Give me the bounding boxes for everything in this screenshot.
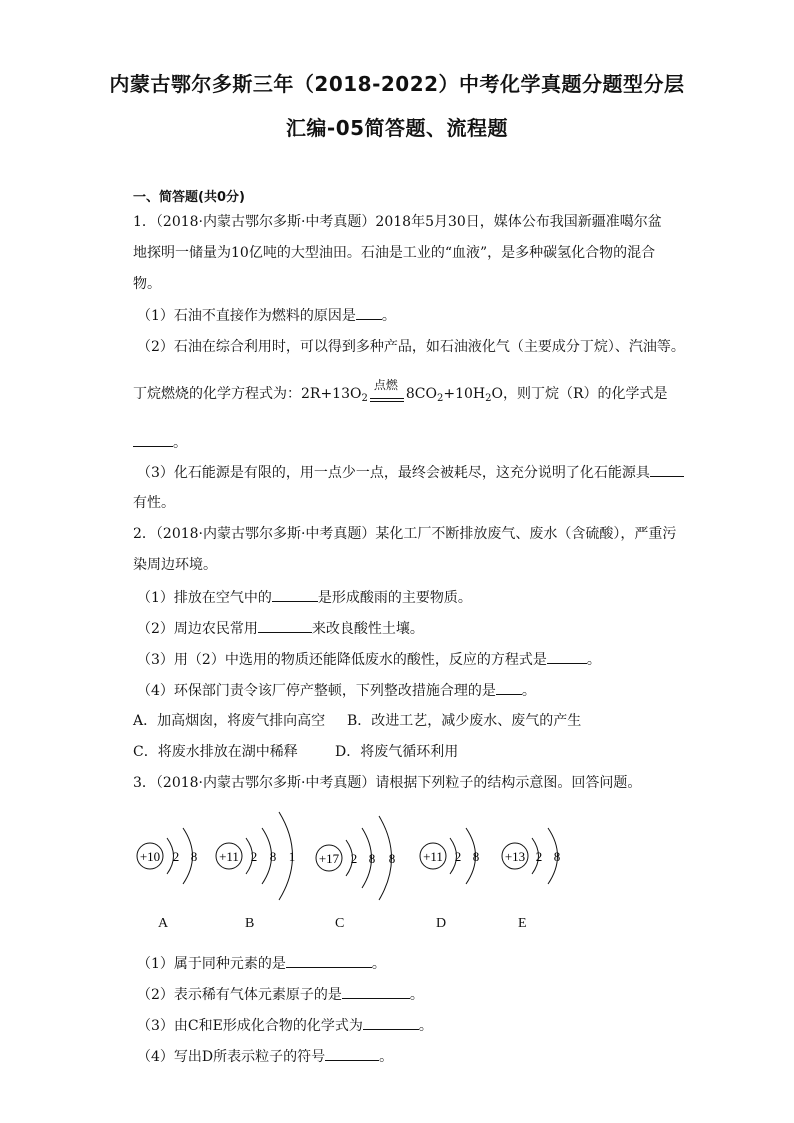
q2-part4: [137, 680, 536, 701]
answer-blank[interactable]: [272, 587, 318, 602]
atom-diagram-c: [316, 816, 395, 900]
q1-stem-line1: 1．（2018·内蒙古鄂尔多斯·中考真题）2018年5月30日，媒体公布我国新疆准噶尔盆: [133, 214, 662, 230]
q2-part2-tail: 来改良酸性土壤。: [311, 621, 424, 637]
shell-electrons: 8: [553, 849, 561, 864]
answer-blank[interactable]: [286, 953, 372, 968]
eq-suffix: O，则丁烷（R）的化学式是: [491, 386, 668, 402]
eq-subscript: 2: [485, 393, 492, 404]
answer-blank[interactable]: [650, 462, 684, 477]
nucleus-charge: +10: [139, 849, 161, 864]
q3-part4-end: 。: [379, 1049, 394, 1065]
nucleus-charge: +11: [423, 849, 443, 864]
q2-part1-text: （1）排放在空气中的: [137, 590, 272, 606]
q1-equation-line: [133, 378, 668, 409]
atom-label-b: B: [245, 916, 255, 931]
atom-diagram-e: [502, 828, 560, 884]
shell-electrons: 2: [535, 849, 543, 864]
q3-part2-end: 。: [409, 987, 424, 1003]
q1-eq-answer-end: 。: [173, 435, 187, 451]
q2-option-d[interactable]: D．将废气循环利用: [335, 744, 459, 760]
answer-blank[interactable]: [342, 984, 410, 999]
shell-electrons: 8: [388, 851, 396, 866]
eq-product2: +10H: [443, 386, 486, 402]
answer-blank[interactable]: [133, 432, 173, 447]
answer-blank[interactable]: [496, 680, 522, 695]
q3-part2-text: （2）表示稀有气体元素原子的是: [137, 987, 342, 1003]
eq-product1: 8CO: [405, 386, 437, 402]
q1-part3-end: 有性。: [133, 495, 175, 511]
nucleus-charge: +17: [318, 851, 340, 866]
document-title-line1: 内蒙古鄂尔多斯三年（2018-2022）中考化学真题分题型分层: [109, 72, 685, 96]
shell-electrons: 8: [368, 851, 376, 866]
q3-part3: [137, 1015, 433, 1036]
eq-prefix: 丁烷燃烧的化学方程式为：2R+13O: [133, 386, 362, 402]
atom-label-e: E: [518, 916, 527, 931]
reaction-condition-label: 点燃: [373, 378, 398, 392]
shell-electrons: 2: [172, 849, 180, 864]
answer-blank[interactable]: [363, 1015, 419, 1030]
reaction-condition: [368, 378, 406, 409]
section-heading: 一、简答题(共0分): [133, 190, 245, 205]
q3-part4: [137, 1046, 393, 1067]
q1-part1-text: （1）石油不直接作为燃料的原因是: [137, 308, 356, 324]
answer-blank[interactable]: [356, 305, 382, 320]
q2-stem-line1: 2．（2018·内蒙古鄂尔多斯·中考真题）某化工厂不断排放废气、废水（含硫酸），严重污: [133, 526, 677, 542]
q1-eq-answer: [133, 432, 187, 453]
q1-stem-line2: 地探明一储量为10亿吨的大型油田。石油是工业的“血液”，是多种碳氢化合物的混合: [133, 245, 656, 261]
q3-part2: [137, 984, 424, 1005]
q3-part1-end: 。: [371, 956, 386, 972]
answer-blank[interactable]: [325, 1046, 379, 1061]
shell-electrons: 2: [250, 849, 258, 864]
atom-label-a: A: [158, 916, 169, 931]
q1-part3: [137, 462, 684, 483]
q2-part2-text: （2）周边农民常用: [137, 621, 258, 637]
shell-electrons: 8: [472, 849, 480, 864]
answer-blank[interactable]: [258, 618, 312, 633]
eq-subscript: 2: [361, 393, 368, 404]
q2-part3-end: 。: [586, 652, 601, 668]
q3-part4-text: （4）写出D所表示粒子的符号: [137, 1049, 326, 1065]
shell-electrons: 2: [350, 851, 358, 866]
q2-part1: [137, 587, 472, 608]
q3-part1-text: （1）属于同种元素的是: [137, 956, 286, 972]
q2-stem-line2: 染周边环境。: [133, 557, 217, 573]
shell-electrons: 8: [190, 849, 198, 864]
answer-blank[interactable]: [547, 649, 587, 664]
q3-part3-text: （3）由C和E形成化合物的化学式为: [137, 1018, 363, 1034]
q2-part2: [137, 618, 424, 639]
q2-option-c[interactable]: C．将废水排放在湖中稀释: [133, 744, 298, 760]
shell-electrons: 1: [288, 849, 296, 864]
eq-subscript: 2: [436, 393, 444, 404]
q3-stem: 3．（2018·内蒙古鄂尔多斯·中考真题）请根据下列粒子的结构示意图。回答问题。: [133, 775, 642, 791]
q3-part1: [137, 953, 386, 974]
q1-stem-line3: 物。: [133, 276, 161, 292]
q2-part1-tail: 是形成酸雨的主要物质。: [317, 590, 472, 606]
nucleus-charge: +13: [504, 849, 526, 864]
atom-structure-diagrams: [0, 800, 794, 920]
atom-diagram-d: [420, 828, 479, 884]
q1-part1-end: 。: [381, 308, 396, 324]
q2-part4-end: 。: [521, 683, 536, 699]
q1-part1: [137, 305, 396, 326]
q1-part3-text: （3）化石能源是有限的，用一点少一点，最终会被耗尽，这充分说明了化石能源具: [137, 465, 650, 481]
q2-part3-text: （3）用（2）中选用的物质还能降低废水的酸性，反应的方程式是: [137, 652, 547, 668]
nucleus-charge: +11: [219, 849, 239, 864]
q2-option-b[interactable]: B．改进工艺，减少废水、废气的产生: [347, 713, 582, 729]
atom-label-c: C: [335, 916, 345, 931]
atom-label-d: D: [436, 916, 447, 931]
q2-option-a[interactable]: A．加高烟囱，将废气排向高空: [133, 713, 326, 729]
shell-electrons: 2: [454, 849, 462, 864]
document-title-line2: 汇编-05简答题、流程题: [285, 116, 509, 140]
q3-part3-end: 。: [418, 1018, 433, 1034]
q1-part2: （2）石油在综合利用时，可以得到多种产品，如石油液化气（主要成分丁烷）、汽油等。: [137, 339, 685, 355]
atom-diagram-a: [137, 828, 197, 884]
atom-diagram-b: [216, 812, 295, 900]
shell-electrons: 8: [269, 849, 277, 864]
q2-part4-text: （4）环保部门责令该厂停产整顿，下列整改措施合理的是: [137, 683, 496, 699]
q2-part3: [137, 649, 601, 670]
